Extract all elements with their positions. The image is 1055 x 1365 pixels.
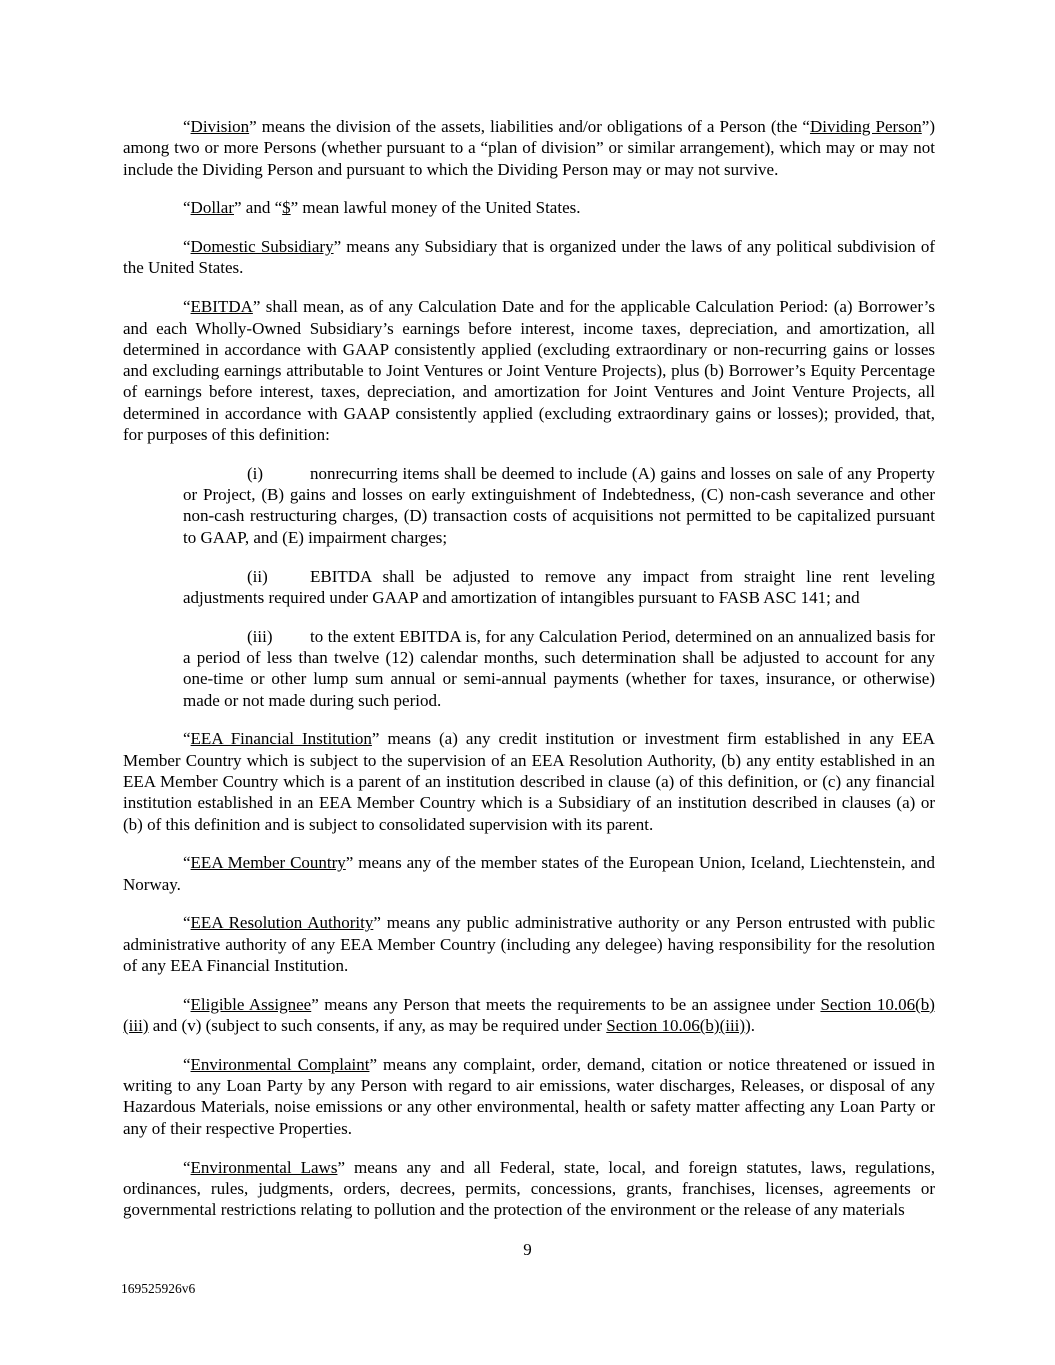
definition-paragraph bbox=[123, 994, 935, 1037]
defined-term: EEA Financial Institution bbox=[190, 729, 372, 749]
text-run: ” means any of the member states of the European Union, Iceland, Liechtenstein, and Norway. bbox=[123, 853, 936, 894]
definition-paragraph bbox=[123, 296, 935, 445]
text-run: “ bbox=[183, 198, 191, 218]
defined-term: Dividing Person bbox=[809, 117, 922, 136]
defined-term: Dollar bbox=[190, 198, 234, 218]
definition-paragraph bbox=[123, 236, 935, 279]
definition-paragraph bbox=[123, 116, 935, 180]
text-run: EBITDA shall be adjusted to remove any impact from straight line rent leveling adjustments required under GAAP and amortization of intangibles pursuant to FASB ASC 141; and bbox=[183, 566, 935, 607]
defined-term: EBITDA bbox=[190, 297, 253, 317]
definition-paragraph bbox=[123, 1054, 935, 1139]
text-run: ” means any and all Federal, state, local, and foreign statutes, laws, regulations, ordinances, rules, judgments, orders, decrees, permits, concessions, grants, franchises, licenses, agreements or governmental restrictions relating to pollution and the protection of the environment or the release of any materials bbox=[123, 1157, 935, 1220]
text-run: ”) among two or more Persons (whether pursuant to a “plan of division” or similar arrangement), which may or may not include the Dividing Person and pursuant to which the Dividing Person may or may not survive. bbox=[123, 117, 935, 179]
page-number: 9 bbox=[523, 1240, 532, 1259]
text-run: ” means any Subsidiary that is organized under the laws of any political subdivision of the United States. bbox=[123, 237, 935, 278]
text-run: nonrecurring items shall be deemed to include (A) gains and losses on sale of any Property or Project, (B) gains and losses on early extinguishment of Indebtedness, (C) non-cash severance and other non-cash restructuring charges, (D) transaction costs of acquisitions not permitted to be capitalized pursuant to GAAP, and (E) impairment charges; bbox=[183, 463, 935, 547]
defined-term: Environmental Complaint bbox=[190, 1054, 370, 1074]
definition-sub-clause bbox=[183, 463, 935, 548]
text-run: “ bbox=[183, 237, 191, 257]
definition-sub-clause bbox=[183, 626, 935, 711]
document-body bbox=[123, 116, 935, 1220]
defined-term: Section 10.06(b)(iii) bbox=[123, 994, 935, 1036]
text-run: “ bbox=[183, 1157, 191, 1177]
text-run: “ bbox=[183, 117, 191, 136]
text-run: ” shall mean, as of any Calculation Date and for the applicable Calculation Period: (a) Borrower’s and each Wholly-Owned Subsidiary’s earnings before interest, income taxes, depreciation, and amortization, all determined in accordance with GAAP consistently applied (excluding extraordinary or non-recurring gains or losses and excluding earnings attributable to Joint Ventures or Joint Venture Projects), plus (b) Borrower’s Equity Percentage of earnings before interest, taxes, depreciation, and amortization for Joint Ventures and Joint Venture Projects, all determined in accordance with GAAP consistently applied (excluding extraordinary gains or losses); provided, that, for purposes of this definition: bbox=[123, 297, 935, 445]
defined-term: EEA Resolution Authority bbox=[190, 913, 374, 933]
definition-paragraph bbox=[123, 1157, 935, 1221]
text-run: ” means any public administrative authority or any Person entrusted with public administrative authority of any EEA Member Country (including any delegee) having responsibility for the resolution of any EEA Financial Institution. bbox=[123, 913, 936, 975]
definition-paragraph bbox=[123, 197, 935, 218]
definition-paragraph bbox=[123, 852, 935, 895]
text-run: and (v) (subject to such consents, if any, as may be required under bbox=[148, 1016, 607, 1036]
text-run: ). bbox=[745, 1016, 755, 1036]
text-run: ” means (a) any credit institution or investment firm established in any EEA Member Country which is subject to the supervision of an EEA Resolution Authority, (b) any entity established in an EEA Member Country which is a parent of an institution described in clause (a) of this definition, or (c) any financial institution established in an EEA Member Country which is a Subsidiary of an institution described in clauses (a) or (b) of this definition and is subject to consolidated supervision with its parent. bbox=[123, 729, 935, 834]
definition-paragraph bbox=[123, 728, 935, 834]
text-run: “ bbox=[183, 853, 191, 873]
text-run: ” mean lawful money of the United States. bbox=[290, 198, 581, 218]
clause-number-label: (i) bbox=[247, 463, 264, 483]
defined-term: Section 10.06(b)(iii) bbox=[606, 1016, 746, 1036]
definition-paragraph bbox=[123, 912, 935, 976]
text-run: ” and “ bbox=[233, 198, 283, 218]
clause-number-label: (iii) bbox=[247, 626, 273, 646]
text-run: ” means the division of the assets, liabilities and/or obligations of a Person (the “ bbox=[249, 117, 810, 136]
text-run: “ bbox=[183, 297, 191, 317]
defined-term: EEA Member Country bbox=[190, 853, 346, 873]
defined-term: Division bbox=[190, 117, 250, 136]
defined-term: Domestic Subsidiary bbox=[190, 237, 334, 257]
text-run: ” means any complaint, order, demand, citation or notice threatened or issued in writing to any Loan Party by any Person with regard to air emissions, water discharges, Releases, or disposal of any Hazardous Materials, noise emissions or any other environmental, health or safety matter affecting any Loan Party or any of their respective Properties. bbox=[123, 1054, 935, 1138]
text-run: “ bbox=[183, 913, 191, 933]
text-run: to the extent EBITDA is, for any Calculation Period, determined on an annualized basis for a period of less than twelve (12) calendar months, such determination shall be adjusted to account for any one-time or other lump sum annual or semi-annual payments (whether for taxes, insurance, or otherwise) made or not made during such period. bbox=[183, 626, 935, 710]
footer-document-id: 169525926v6 bbox=[121, 1281, 196, 1296]
definition-sub-clause bbox=[183, 566, 935, 609]
text-run: ” means any Person that meets the requirements to be an assignee under bbox=[311, 994, 821, 1014]
clause-number-label: (ii) bbox=[247, 566, 268, 586]
text-run: “ bbox=[183, 994, 191, 1014]
text-run: “ bbox=[183, 729, 191, 749]
text-run: “ bbox=[183, 1054, 191, 1074]
defined-term: Eligible Assignee bbox=[190, 994, 312, 1014]
defined-term: Environmental Laws bbox=[190, 1157, 338, 1177]
defined-term: $ bbox=[282, 198, 291, 218]
